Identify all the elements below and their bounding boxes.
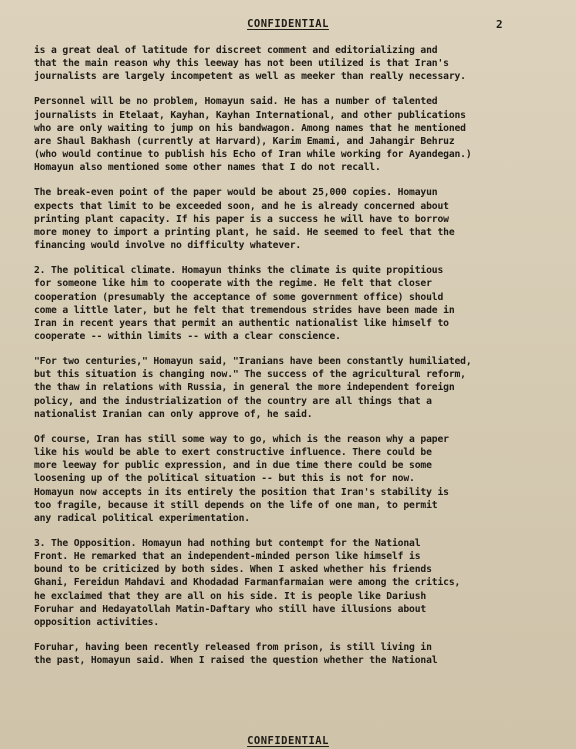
text-line: Ghani, Fereidun Mahdavi and Khodadad Farmanfarmaian were among the critics, bbox=[34, 577, 461, 589]
text-line: he exclaimed that they are all on his side. It is people like Dariush bbox=[34, 590, 427, 602]
text-line: for someone like him to cooperate with the regime. He felt that closer bbox=[34, 278, 432, 290]
text-line: too fragile, because it still depends on the life of one man, to permit bbox=[34, 499, 438, 511]
text-line: like his would be able to exert constructive influence. There could be bbox=[34, 447, 432, 459]
text-line: who are only waiting to jump on his bandwagon. Among names that he mentioned bbox=[34, 122, 466, 134]
text-line: that the main reason why this leeway has not been utilized is that Iran's bbox=[34, 58, 449, 70]
text-line: 2. The political climate. Homayun thinks the climate is quite propitious bbox=[34, 265, 444, 277]
paragraph bbox=[34, 95, 556, 174]
text-line: policy, and the industrialization of the country are all things that a bbox=[34, 395, 432, 407]
text-line: (who would continue to publish his Echo of Iran while working for Ayandegan.) bbox=[34, 149, 472, 161]
text-line: are Shaul Bakhash (currently at Harvard), Karim Emami, and Jahangir Behruz bbox=[34, 135, 455, 147]
text-line: Homayun also mentioned some other names that I do not recall. bbox=[34, 162, 381, 174]
text-line: more money to import a printing plant, he said. He seemed to feel that the bbox=[34, 226, 455, 238]
classification-header: CONFIDENTIAL bbox=[247, 18, 329, 30]
text-line: Personnel will be no problem, Homayun said. He has a number of talented bbox=[34, 96, 438, 108]
text-line: "For two centuries," Homayun said, "Iranians have been constantly humiliated, bbox=[34, 356, 472, 368]
text-line: journalists in Etelaat, Kayhan, Kayhan International, and other publications bbox=[34, 109, 466, 121]
text-line: Iran in recent years that permit an authentic nationalist like himself to bbox=[34, 317, 449, 329]
text-line: loosening up of the political situation -- but this is not for now. bbox=[34, 473, 415, 485]
text-line: Foruhar and Hedayatollah Matin-Daftary who still have illusions about bbox=[34, 603, 427, 615]
paragraph bbox=[34, 641, 556, 667]
text-line: nationalist Iranian can only approve of, he said. bbox=[34, 408, 313, 420]
text-line: Foruhar, having been recently released from prison, is still living in bbox=[34, 642, 432, 654]
page-number: 2 bbox=[496, 18, 503, 31]
text-line: The break-even point of the paper would be about 25,000 copies. Homayun bbox=[34, 187, 438, 199]
text-line: more leeway for public expression, and in due time there could be some bbox=[34, 460, 432, 472]
text-line: printing plant capacity. If his paper is a success he will have to borrow bbox=[34, 213, 449, 225]
paragraph bbox=[34, 355, 556, 421]
paragraph bbox=[34, 186, 556, 252]
text-line: Homayun now accepts in its entirely the position that Iran's stability is bbox=[34, 486, 449, 498]
text-line: come a little later, but he felt that tremendous strides have been made in bbox=[34, 304, 455, 316]
text-line: 3. The Opposition. Homayun had nothing but contempt for the National bbox=[34, 538, 421, 549]
text-line: is a great deal of latitude for discreet comment and editorializing and bbox=[34, 45, 438, 56]
text-line: Of course, Iran has still some way to go, which is the reason why a paper bbox=[34, 433, 449, 445]
text-line: the thaw in relations with Russia, in general the more independent foreign bbox=[34, 382, 455, 394]
page-footer bbox=[0, 735, 576, 749]
text-line: financing would involve no difficulty whatever. bbox=[34, 240, 302, 252]
text-line: Front. He remarked that an independent-minded person like himself is bbox=[34, 551, 421, 563]
text-line: but this situation is changing now." The success of the agricultural reform, bbox=[34, 369, 466, 381]
text-line: cooperation (presumably the acceptance of some government office) should bbox=[34, 291, 444, 303]
text-line: the past, Homayun said. When I raised the question whether the National bbox=[34, 655, 438, 667]
text-line: journalists are largely incompetent as well as meeker than really necessary. bbox=[34, 71, 466, 83]
document-body bbox=[34, 44, 556, 679]
paragraph bbox=[34, 433, 556, 525]
text-line: cooperate -- within limits -- with a clear conscience. bbox=[34, 330, 341, 342]
paragraph bbox=[34, 44, 556, 83]
page-header bbox=[0, 18, 576, 36]
text-line: bound to be criticized by both sides. When I asked whether his friends bbox=[34, 564, 432, 576]
text-line: expects that limit to be exceeded soon, and he is already concerned about bbox=[34, 200, 449, 212]
paragraph bbox=[34, 537, 556, 629]
text-line: any radical political experimentation. bbox=[34, 512, 250, 524]
paragraph bbox=[34, 264, 556, 343]
text-line: opposition activities. bbox=[34, 616, 160, 628]
classification-footer: CONFIDENTIAL bbox=[247, 735, 329, 747]
